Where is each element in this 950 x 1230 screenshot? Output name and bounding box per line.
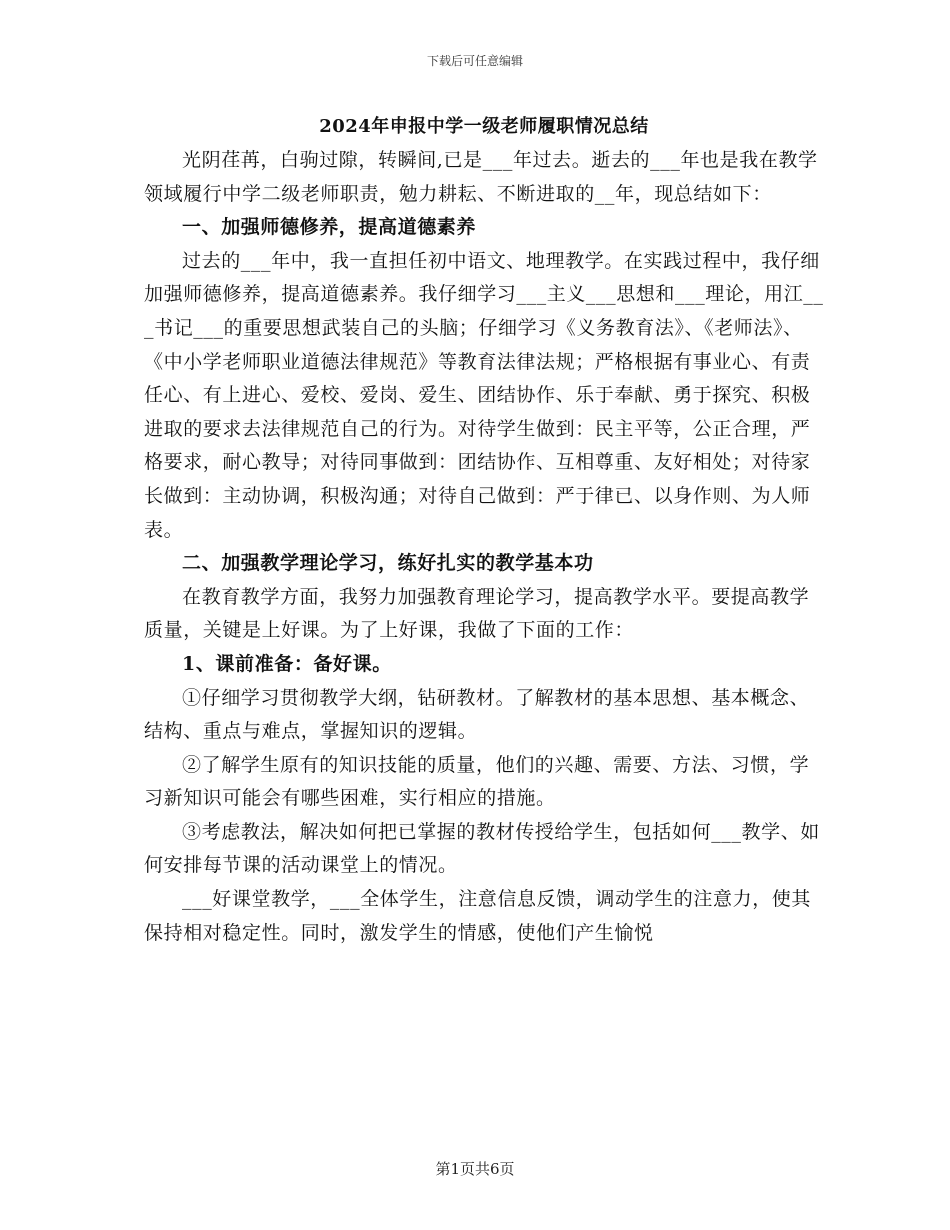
section-heading-2: 二、加强教学理论学习，练好扎实的教学基本功: [182, 552, 594, 575]
subsection-heading-1: 1、课前准备：备好课。: [182, 652, 392, 675]
document-body: [144, 110, 824, 950]
document-title: 2024年申报中学一级老师履职情况总结: [319, 116, 649, 137]
page-number: 第1页共6页: [435, 1160, 515, 1178]
section-2-paragraph: 在教育教学方面，我努力加强教育理论学习，提高教学水平。要提高教学质量，关键是上好课。为了上好课，我做了下面的工作：: [144, 585, 810, 642]
list-item-1: ①仔细学习贯彻教学大纲，钻研教材。了解教材的基本思想、基本概念、结构、重点与难点，掌握知识的逻辑。: [144, 686, 810, 743]
intro-paragraph: 光阴荏苒，白驹过隙，转瞬间,已是___年过去。逝去的___年也是我在教学领域履行中学二级老师职责，勉力耕耘、不断进取的__年，现总结如下：: [144, 149, 818, 205]
section-heading-1: 一、加强师德修养，提高道德素养: [182, 216, 477, 239]
list-item-2: ②了解学生原有的知识技能的质量，他们的兴趣、需要、方法、习惯，学习新知识可能会有哪些困难，实行相应的措施。: [144, 753, 810, 810]
list-item-3: ③考虑教法，解决如何把已掌握的教材传授给学生，包括如何___教学、如何安排每节课的活动课堂上的情况。: [144, 820, 820, 877]
page-header: 下载后可任意编辑: [426, 54, 523, 68]
classroom-paragraph: ___好课堂教学，___全体学生，注意信息反馈，调动学生的注意力，使其保持相对稳定性。同时，激发学生的情感，使他们产生愉悦: [144, 888, 812, 944]
section-1-paragraph: 过去的___年中，我一直担任初中语文、地理教学。在实践过程中，我仔细加强师德修养，提高道德素养。我仔细学习___主义___思想和___理论，用江___书记___的重要思想武装自己的头脑；仔细学习《义务教育法》、《老师法》、《中小学老师职业道德法律规范》等教育法律法规；严格根据有事业心、有责任心、有上进心、爱校、爱岗、爱生、团结协作、乐于奉献、勇于探究、积极进取的要求去法律规范自己的行为。对待学生做到：民主平等，公正合理，严格要求，耐心教导；对待同事做到：团结协作、互相尊重、友好相处；对待家长做到：主动协调，积极沟通；对待自己做到：严于律已、以身作则、为人师表。: [144, 249, 824, 541]
